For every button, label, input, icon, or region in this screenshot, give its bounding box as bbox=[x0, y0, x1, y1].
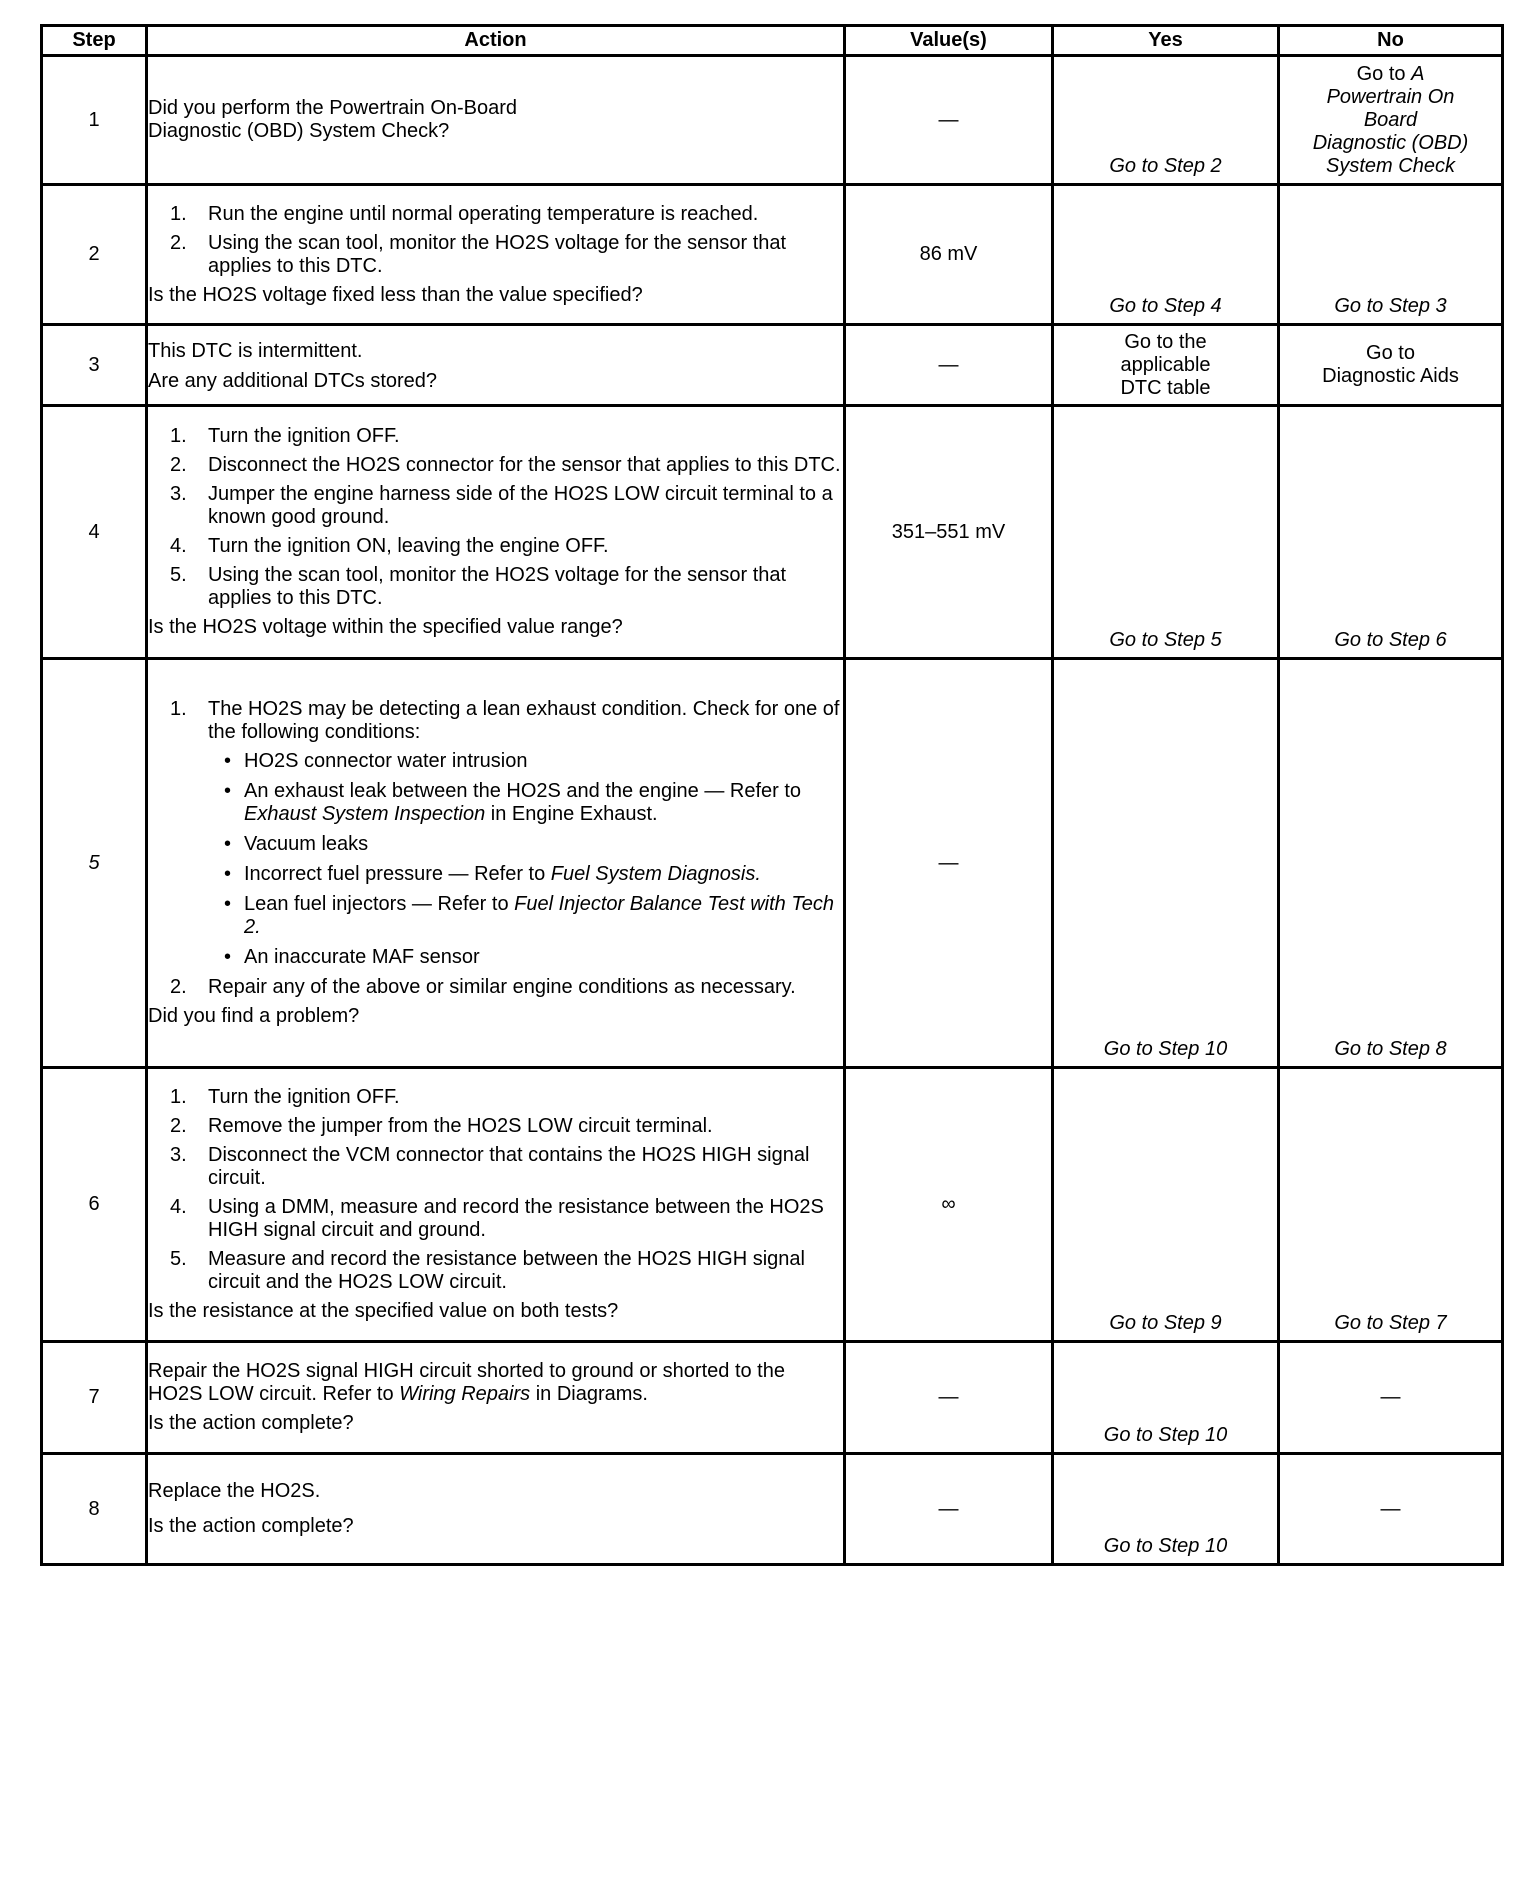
no-link-text[interactable]: Diagnostic (OBD) bbox=[1312, 131, 1469, 154]
value-cell: 351–551 mV bbox=[845, 406, 1053, 659]
action-text: This DTC is intermittent. bbox=[148, 340, 363, 362]
step-item-text: Jumper the engine harness side of the HO2S LOW circuit terminal to a known good ground. bbox=[208, 483, 833, 528]
action-text-part: in Diagrams. bbox=[530, 1383, 648, 1405]
no-link-text[interactable]: Diagnostic Aids bbox=[1322, 365, 1459, 387]
condition-item bbox=[208, 833, 843, 856]
condition-text: An exhaust leak between the HO2S and the engine — Refer to bbox=[244, 780, 802, 802]
action-text-part: Repair the HO2S signal HIGH circuit shorted to ground or shorted to the HO2S LOW circuit. Refer to bbox=[148, 1360, 785, 1405]
no-cell[interactable] bbox=[1279, 325, 1503, 406]
yes-link-text[interactable]: Go to the bbox=[1124, 330, 1207, 353]
step-item-number: 2. bbox=[170, 454, 187, 476]
value-cell: — bbox=[845, 659, 1053, 1068]
condition-text: Lean fuel injectors — Refer to bbox=[244, 893, 515, 915]
yes-link-text[interactable]: applicable bbox=[1120, 353, 1211, 376]
step-item-number: 1. bbox=[170, 425, 187, 447]
action-step-item bbox=[148, 976, 843, 999]
yes-link[interactable]: Go to Step 10 bbox=[1103, 1038, 1228, 1060]
condition-text: Incorrect fuel pressure — Refer to bbox=[244, 863, 551, 885]
condition-item bbox=[208, 750, 843, 773]
no-link-line bbox=[1280, 63, 1501, 86]
value-cell: 86 mV bbox=[845, 185, 1053, 325]
step-number: 8 bbox=[42, 1454, 147, 1565]
step-item-number: 3. bbox=[170, 1144, 187, 1166]
condition-item bbox=[208, 780, 843, 826]
condition-item bbox=[208, 863, 843, 886]
header-no: No bbox=[1279, 26, 1503, 56]
reference-link[interactable]: Fuel System Diagnosis. bbox=[550, 863, 761, 885]
step-number: 5 bbox=[42, 659, 147, 1068]
step-number: 6 bbox=[42, 1068, 147, 1342]
action-question: Is the HO2S voltage within the specified value range? bbox=[148, 616, 623, 638]
action-step-item bbox=[148, 1144, 843, 1190]
action-step-item bbox=[148, 232, 843, 278]
yes-cell[interactable] bbox=[1053, 659, 1279, 1068]
step-item-text: Turn the ignition OFF. bbox=[208, 1086, 400, 1108]
no-link[interactable]: Go to Step 8 bbox=[1334, 1038, 1447, 1060]
step-item-text: Measure and record the resistance between the HO2S HIGH signal circuit and the HO2S LOW circuit. bbox=[208, 1248, 805, 1293]
condition-item bbox=[208, 893, 843, 939]
step-item-number: 2. bbox=[170, 231, 187, 254]
action-question: Is the action complete? bbox=[148, 1412, 354, 1434]
step-number: 2 bbox=[42, 185, 147, 325]
no-link-text[interactable]: Go to bbox=[1366, 342, 1415, 364]
yes-link[interactable]: Go to Step 9 bbox=[1109, 1312, 1222, 1334]
reference-link[interactable]: Fuel Injector Balance Test with Tech 2. bbox=[244, 893, 834, 938]
no-cell: — bbox=[1279, 1342, 1503, 1454]
yes-cell[interactable] bbox=[1053, 406, 1279, 659]
header-step: Step bbox=[42, 26, 147, 56]
yes-cell[interactable] bbox=[1053, 185, 1279, 325]
value-cell: — bbox=[845, 1454, 1053, 1565]
yes-cell[interactable] bbox=[1053, 1342, 1279, 1454]
bullet-icon: • bbox=[224, 750, 232, 772]
no-link[interactable]: Go to Step 7 bbox=[1334, 1312, 1447, 1334]
yes-link[interactable]: Go to Step 10 bbox=[1103, 1424, 1228, 1446]
step-item-text: Remove the jumper from the HO2S LOW circuit terminal. bbox=[208, 1115, 713, 1137]
step-item-number: 5. bbox=[170, 564, 187, 586]
value-cell: — bbox=[845, 56, 1053, 185]
action-cell bbox=[147, 56, 845, 185]
no-cell: — bbox=[1279, 1454, 1503, 1565]
no-link-text[interactable]: Powertrain On bbox=[1326, 85, 1455, 108]
diagnostic-table bbox=[40, 24, 1504, 1566]
step-number: 7 bbox=[42, 1342, 147, 1454]
action-question: Is the HO2S voltage fixed less than the value specified? bbox=[148, 283, 643, 306]
step-item-text: Turn the ignition ON, leaving the engine OFF. bbox=[208, 535, 609, 557]
reference-link[interactable]: Exhaust System Inspection bbox=[244, 803, 486, 825]
no-link-text[interactable]: Board bbox=[1363, 108, 1418, 131]
action-step-item bbox=[148, 454, 843, 477]
step-item-text: Using the scan tool, monitor the HO2S voltage for the sensor that applies to this DTC. bbox=[208, 564, 787, 609]
reference-link[interactable]: Wiring Repairs bbox=[399, 1383, 531, 1405]
table-row-step-2 bbox=[42, 185, 1503, 325]
step-item-number: 4. bbox=[170, 1196, 187, 1218]
step-item-text: Disconnect the VCM connector that contains the HO2S HIGH signal circuit. bbox=[208, 1144, 810, 1189]
header-values: Value(s) bbox=[845, 26, 1053, 56]
step-item-number: 2. bbox=[170, 1115, 187, 1137]
value-cell: ∞ bbox=[845, 1068, 1053, 1342]
condition-text: An inaccurate MAF sensor bbox=[244, 946, 480, 968]
action-step-item bbox=[148, 535, 843, 558]
step-item-text: Using a DMM, measure and record the resistance between the HO2S HIGH signal circuit and ground. bbox=[208, 1196, 824, 1241]
step-item-number: 1. bbox=[170, 202, 187, 225]
action-question: Is the resistance at the specified value on both tests? bbox=[148, 1300, 619, 1322]
bullet-icon: • bbox=[224, 893, 232, 915]
no-link[interactable]: Go to Step 3 bbox=[1334, 295, 1447, 317]
action-step-item bbox=[148, 1196, 843, 1242]
header-yes: Yes bbox=[1053, 26, 1279, 56]
step-item-number: 5. bbox=[170, 1248, 187, 1270]
no-cell[interactable] bbox=[1279, 406, 1503, 659]
action-question: Did you find a problem? bbox=[148, 1005, 360, 1027]
action-step-item bbox=[148, 1248, 843, 1294]
bullet-icon: • bbox=[224, 863, 232, 885]
yes-link-text[interactable]: DTC table bbox=[1120, 376, 1211, 399]
condition-item bbox=[208, 946, 843, 969]
action-steps-list bbox=[148, 698, 843, 999]
condition-text: in Engine Exhaust. bbox=[485, 803, 658, 825]
no-link[interactable]: Go to Step 6 bbox=[1334, 629, 1447, 651]
step-item-number: 3. bbox=[170, 483, 187, 505]
table-row-step-7 bbox=[42, 1342, 1503, 1454]
value-cell: — bbox=[845, 325, 1053, 406]
step-item-text: The HO2S may be detecting a lean exhaust condition. Check for one of the following conditions: bbox=[208, 698, 840, 743]
condition-text: Vacuum leaks bbox=[244, 833, 369, 855]
step-item-text: Turn the ignition OFF. bbox=[208, 425, 400, 447]
action-text: Replace the HO2S. bbox=[148, 1480, 321, 1502]
step-item-text: Repair any of the above or similar engine conditions as necessary. bbox=[208, 976, 796, 998]
yes-cell[interactable] bbox=[1053, 56, 1279, 185]
action-step-item bbox=[148, 425, 843, 448]
yes-link[interactable]: Go to Step 5 bbox=[1109, 629, 1222, 651]
yes-cell[interactable] bbox=[1053, 1068, 1279, 1342]
step-item-text: Run the engine until normal operating temperature is reached. bbox=[208, 202, 759, 225]
yes-link[interactable]: Go to Step 2 bbox=[1109, 155, 1222, 177]
action-steps-list bbox=[148, 425, 843, 610]
bullet-icon: • bbox=[224, 833, 232, 855]
action-step-item bbox=[148, 564, 843, 610]
step-item-text: Disconnect the HO2S connector for the sensor that applies to this DTC. bbox=[208, 454, 841, 476]
condition-text: HO2S connector water intrusion bbox=[244, 750, 528, 772]
action-question: Are any additional DTCs stored? bbox=[148, 370, 438, 392]
no-cell[interactable] bbox=[1279, 185, 1503, 325]
action-step-item bbox=[148, 1086, 843, 1109]
table-row-step-5 bbox=[42, 659, 1503, 1068]
yes-link[interactable]: Go to Step 4 bbox=[1109, 295, 1222, 317]
bullet-icon: • bbox=[224, 946, 232, 968]
action-text: Diagnostic (OBD) System Check? bbox=[148, 120, 450, 142]
conditions-list bbox=[208, 750, 843, 969]
action-cell bbox=[147, 659, 845, 1068]
action-cell bbox=[147, 185, 845, 325]
no-cell[interactable] bbox=[1279, 1068, 1503, 1342]
action-steps-list bbox=[148, 203, 843, 278]
action-cell bbox=[147, 1068, 845, 1342]
yes-cell[interactable] bbox=[1053, 325, 1279, 406]
table-row-step-1 bbox=[42, 56, 1503, 185]
step-item-number: 1. bbox=[170, 1086, 187, 1108]
header-row bbox=[42, 26, 1503, 56]
no-link-text[interactable]: System Check bbox=[1326, 154, 1455, 177]
table-row-step-6 bbox=[42, 1068, 1503, 1342]
no-link-prefix: Go to bbox=[1356, 62, 1406, 85]
action-cell bbox=[147, 1454, 845, 1565]
step-item-number: 2. bbox=[170, 976, 187, 998]
action-cell bbox=[147, 1342, 845, 1454]
yes-link[interactable]: Go to Step 10 bbox=[1103, 1535, 1228, 1557]
table-row-step-8 bbox=[42, 1454, 1503, 1565]
action-cell bbox=[147, 406, 845, 659]
no-cell[interactable] bbox=[1279, 56, 1503, 185]
value-cell: — bbox=[845, 1342, 1053, 1454]
action-steps-list bbox=[148, 1086, 843, 1294]
action-text: Did you perform the Powertrain On-Board bbox=[148, 97, 518, 119]
no-link-text[interactable]: A bbox=[1411, 62, 1425, 85]
action-step-item bbox=[148, 203, 843, 226]
table-row-step-3 bbox=[42, 325, 1503, 406]
header-action: Action bbox=[147, 26, 845, 56]
step-number: 1 bbox=[42, 56, 147, 185]
action-cell bbox=[147, 325, 845, 406]
action-text bbox=[148, 1360, 843, 1406]
no-cell[interactable] bbox=[1279, 659, 1503, 1068]
table-row-step-4 bbox=[42, 406, 1503, 659]
action-step-item bbox=[148, 698, 843, 969]
step-item-number: 1. bbox=[170, 698, 187, 720]
action-step-item bbox=[148, 483, 843, 529]
action-step-item bbox=[148, 1115, 843, 1138]
step-item-text: Using the scan tool, monitor the HO2S voltage for the sensor that applies to this DTC. bbox=[208, 231, 787, 277]
step-item-number: 4. bbox=[170, 535, 187, 557]
bullet-icon: • bbox=[224, 780, 232, 802]
step-number: 4 bbox=[42, 406, 147, 659]
yes-cell[interactable] bbox=[1053, 1454, 1279, 1565]
action-question: Is the action complete? bbox=[148, 1515, 354, 1537]
step-number: 3 bbox=[42, 325, 147, 406]
